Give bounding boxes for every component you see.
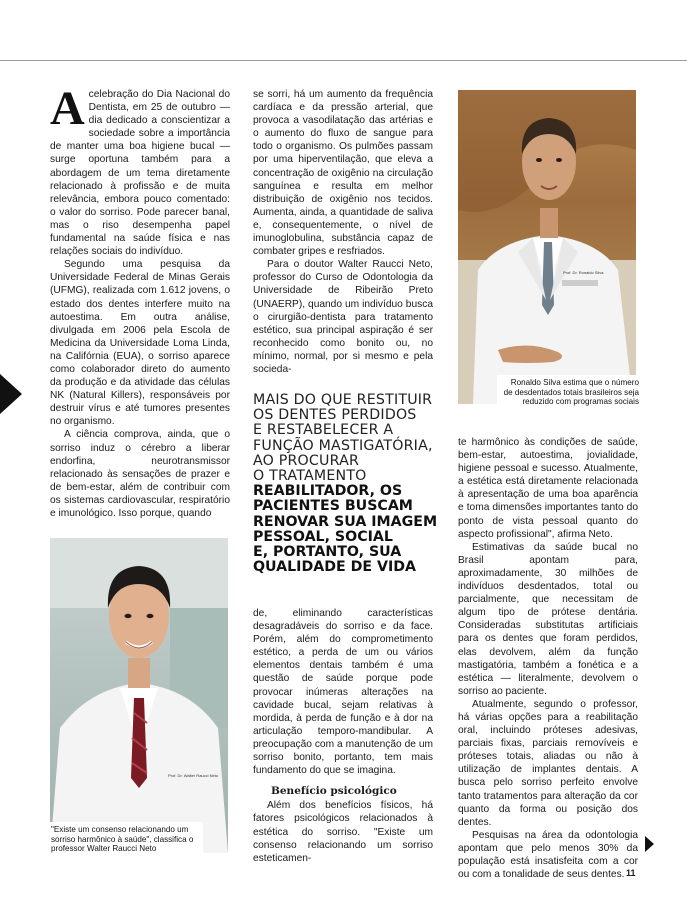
coat-name-badge: Prof. Dr. Walter Raucci Neto bbox=[168, 773, 219, 778]
paragraph: Estimativas da saúde bucal no Brasil apontam para, aproximadamente, 30 milhões de indivíduos desdentados, total ou parcialmente, que necessitam de algum tipo de prótese dentária. Consideradas substitutas artificiais para os dentes que foram perdidos, elas devolvem, além da função mastigatória, também a fonética e a estética — literalmente, devolvem o sorriso ao paciente. bbox=[458, 541, 638, 697]
paragraph: te harmônico às condições de saúde, bem-estar, autoestima, jovialidade, higiene pessoal e sucesso. Atualmente, a estética está diretamente relacionada à apresentação de uma boa aparência e toma dimensões importantes tanto do ponto de vista pessoal quanto do aspecto profissional", afirma Neto. bbox=[458, 437, 638, 540]
portrait-illustration bbox=[50, 538, 228, 853]
drop-cap: A bbox=[50, 82, 85, 135]
pull-quote-bold-line: REABILITADOR, OS bbox=[253, 483, 403, 500]
paragraph: Segundo uma pesquisa da Universidade Federal de Minas Gerais (UFMG), realizada com 1.612 jovens, o estado dos dentes interfere muito na autoestima. Em outra análise, divulgada em 2006 pela Escola de Medicina da Universidade Loma Linda, na Califórnia (EUA), o sorriso aparece como colaborador direto do aumento da produção e da atividade das células NK (Natural Killers), responsáveis por destruir vírus e até tumores presentes no organismo. bbox=[50, 259, 230, 428]
photo-caption-walter: "Existe um consenso relacionando um sorriso harmônico à saúde", classifica o professor Walter Raucci Neto bbox=[47, 822, 203, 857]
paragraph: Atualmente, segundo o professor, há várias opções para a reabilitação oral, incluindo próteses adesivas, parciais fixas, parciais removíveis e próteses totais, aliadas ou não à utilização de implantes dentais. A busca pelo sorriso perfeito envolve tanto tratamentos para alteração da cor quanto da forma ou posição dos dentes. bbox=[458, 698, 638, 828]
pull-quote-bold-line: RENOVAR SUA IMAGEM bbox=[253, 513, 438, 530]
section-subheading: Benefício psicológico bbox=[271, 785, 397, 798]
left-triangle-marker-icon bbox=[0, 374, 22, 414]
pull-quote-line: MAIS DO QUE RESTITUIR bbox=[253, 392, 433, 408]
photo-walter-raucci-neto bbox=[50, 538, 228, 853]
paragraph: Pesquisas na área da odontologia apontam que pelo menos 30% da população está insatisfeita com a cor ou com a tonalidade de seus dentes. bbox=[458, 829, 638, 881]
paragraph: se sorri, há um aumento da frequência cardíaca e da pressão arterial, que provoca a vasodilatação das artérias e o aumento do fluxo de sangue para todo o organismo. Os pulmões passam por uma hiperventilação, que eleva a concentração de oxigênio na circulação sanguínea e resulta em melhor distribuição de oxigênio nos tecidos. Aumenta, ainda, a quantidade de saliva e, consequentemente, o nível de imunoglobulina, substância capaz de combater gripes e resfriados. bbox=[253, 89, 433, 258]
pull-quote-line: O TRATAMENTO bbox=[253, 468, 367, 485]
pull-quote-bold-line: PACIENTES BUSCAM bbox=[253, 498, 413, 515]
article-column-1 bbox=[50, 82, 230, 520]
paragraph: A ciência comprova, ainda, que o sorriso induz o cérebro a liberar endorfina, neurotransmissor relacionado às sensações de prazer e de bem-estar, além de contribuir com os sistemas cardiovascular, respiratório e imunológico. Isso porque, quando bbox=[50, 429, 230, 519]
pull-quote-line: FUNÇÃO MASTIGATÓRIA, bbox=[253, 437, 433, 454]
paragraph: Além dos benefícios físicos, há fatores psicológicos relacionados à estética do sorriso. "Existe um consenso relacionando um sorriso esteticamen- bbox=[253, 800, 433, 864]
article-column-2-top bbox=[253, 88, 433, 376]
lead-paragraph bbox=[50, 82, 230, 258]
continue-arrow-icon bbox=[645, 836, 654, 852]
photo-caption-ronaldo: Ronaldo Silva estima que o número de desdentados totais brasileiros seja reduzido com programas sociais bbox=[497, 375, 643, 410]
article-column-3 bbox=[458, 436, 638, 881]
pull-quote bbox=[253, 393, 448, 575]
pull-quote-bold-line: QUALIDADE DE VIDA bbox=[253, 559, 417, 576]
page-number: 11 bbox=[626, 868, 636, 878]
coat-name-badge: Prof. Dr. Ronaldo Silva bbox=[563, 270, 604, 275]
top-rule bbox=[0, 60, 687, 61]
paragraph: de, eliminando características desagradáveis do sorriso e da face. Porém, além do comprometimento estético, a perda de um ou vários elementos dentais também é uma questão de saúde porque pode provocar inúmeras alterações na cavidade bucal, sejam relativas à mordida, à perda de função e à dor na articulação temporo-mandibular. A preocupação com a manutenção de um sorriso bonito, portanto, tem mais fundamento do que se imagina. bbox=[253, 608, 433, 777]
portrait-illustration bbox=[458, 90, 636, 404]
paragraph: Para o doutor Walter Raucci Neto, professor do Curso de Odontologia da Universidade de Ribeirão Preto (UNAERP), quando um indivíduo busca o cirurgião-dentista para tratamento estético, sua principal aspiração é ser reconhecido como bonito ou, no mínimo, normal, por si mesmo e pela socieda- bbox=[253, 259, 433, 375]
pull-quote-line: E RESTABELECER A bbox=[253, 422, 394, 439]
pull-quote-bold-line: E, PORTANTO, SUA bbox=[253, 544, 402, 561]
pull-quote-bold-line: PESSOAL, SOCIAL bbox=[253, 528, 393, 545]
pull-quote-line: OS DENTES PERDIDOS bbox=[253, 407, 417, 424]
paragraph-text: celebração do Dia Nacional do Dentista, em 25 de outubro — dia dedicado a conscientizar a sociedade sobre a importância de manter uma boa higiene bucal — surge oportuna também para a abordagem de um tema diretamente relacionado à profissão e de muita relevância, embora pouco comentado: o valor do sorriso. Pode parecer banal, mas o riso desempenha papel fundamental na saúde física e nas relações sociais do indivíduo. bbox=[50, 89, 230, 258]
photo-ronaldo-silva bbox=[458, 90, 636, 404]
article-column-2-bottom bbox=[253, 607, 433, 865]
pull-quote-line: AO PROCURAR bbox=[253, 452, 360, 469]
